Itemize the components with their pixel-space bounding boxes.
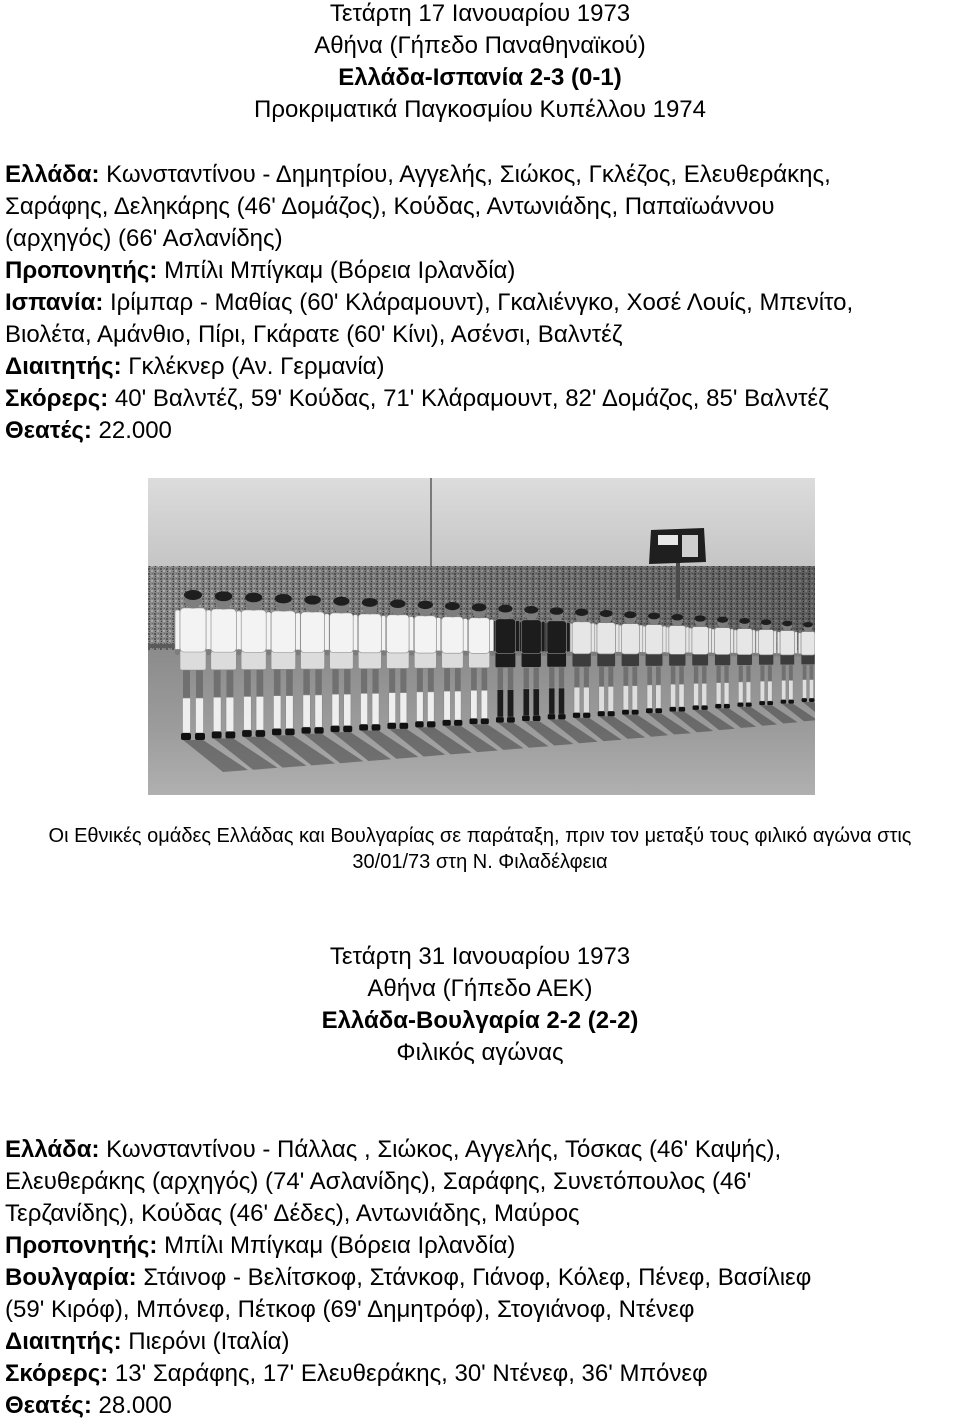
figure-shoe bbox=[242, 730, 252, 737]
figure-arm bbox=[206, 610, 211, 650]
attendance-line bbox=[5, 415, 957, 447]
figure-hand bbox=[515, 651, 520, 656]
figure-sock bbox=[416, 692, 423, 722]
figure-arm bbox=[516, 620, 520, 651]
figure-shorts bbox=[241, 650, 266, 669]
figure-shoe bbox=[759, 701, 765, 705]
figure-shoe bbox=[693, 706, 699, 710]
home-lineup-line: Τερζανίδης), Κούδας (46' Δέδες), Αντωνιάδης, Μαύρος bbox=[5, 1200, 580, 1227]
figure-shoe bbox=[767, 701, 773, 705]
home-lineup-text: Κωνσταντίνου - Δημητρίου, Αγγελής, Σιώκος, Γκλέζος, Ελευθεράκης, bbox=[106, 161, 831, 188]
figure-shoe bbox=[701, 706, 707, 710]
figure-arm bbox=[663, 626, 666, 653]
figure-arm bbox=[236, 611, 241, 650]
referee-line bbox=[5, 351, 957, 383]
figure-hair bbox=[524, 606, 538, 614]
figure-shoe bbox=[285, 729, 294, 736]
figure-shoe bbox=[181, 733, 191, 740]
scorers-text: 13' Σαράφης, 17' Ελευθεράκης, 30' Ντένεφ, 36' Μπόνεφ bbox=[114, 1360, 708, 1387]
figure-hand bbox=[175, 649, 181, 655]
referee-label: Διαιτητής: bbox=[5, 353, 122, 380]
figure-sock bbox=[809, 680, 813, 699]
figure-hand bbox=[324, 650, 330, 656]
figure-hair bbox=[624, 611, 636, 618]
figure-sock bbox=[549, 688, 555, 714]
figure-arm bbox=[381, 616, 385, 651]
figure-sock bbox=[559, 688, 565, 714]
figure-shirt bbox=[737, 629, 752, 655]
figure-sock bbox=[361, 693, 368, 724]
figure-shoe bbox=[809, 698, 814, 702]
figure-sock bbox=[213, 697, 221, 731]
team-lineup-photo bbox=[148, 478, 815, 795]
figure-shorts bbox=[572, 652, 591, 667]
figure-sock bbox=[583, 687, 589, 712]
coach-text: Μπίλι Μπίγκαμ (Βόρεια Ιρλανδία) bbox=[164, 257, 516, 284]
figure-shorts bbox=[801, 654, 815, 665]
floodlight-pole bbox=[676, 560, 680, 600]
figure-arm bbox=[777, 632, 780, 654]
figure-hand bbox=[541, 651, 546, 656]
figure-hair bbox=[418, 601, 433, 609]
figure-sock bbox=[670, 684, 675, 707]
figure-shirt bbox=[547, 621, 566, 654]
figure-arm bbox=[566, 622, 570, 652]
attendance-label: Θεατές: bbox=[5, 1392, 92, 1419]
match1-header bbox=[0, 0, 960, 126]
figure-shirt bbox=[645, 625, 662, 654]
figure-sock bbox=[656, 685, 661, 708]
figure-sock bbox=[768, 681, 773, 701]
figure-sock bbox=[533, 689, 539, 716]
figure-sock bbox=[226, 697, 234, 731]
figure-hand bbox=[381, 650, 386, 655]
figure-hair bbox=[362, 598, 378, 607]
figure-sock bbox=[523, 689, 529, 716]
home-lineup-line bbox=[5, 159, 957, 191]
figure-shoe bbox=[724, 704, 730, 708]
figure-hair bbox=[498, 605, 512, 613]
figure-arm bbox=[798, 633, 801, 654]
figure-sock bbox=[623, 686, 629, 710]
figure-hand bbox=[295, 650, 301, 656]
away-lineup-text: Στάινοφ - Βελίτσκοφ, Στάνκοφ, Γιάνοφ, Κόλεφ, Πένεφ, Βασίλιεφ bbox=[143, 1264, 812, 1291]
figure-sock bbox=[455, 691, 462, 720]
attendance-text: 22.000 bbox=[98, 417, 172, 444]
away-lineup-text: Ιρίμπαρ - Μαθίας (60' Κλάραμουντ), Γκαλιένγκο, Χοσέ Λουίς, Μπενίτο, bbox=[109, 289, 854, 316]
figure-hair bbox=[600, 610, 613, 617]
referee-label: Διαιτητής: bbox=[5, 1328, 122, 1355]
figure-shoe bbox=[372, 724, 381, 730]
figure-shorts bbox=[414, 651, 436, 668]
figure-shoe bbox=[632, 710, 639, 715]
figure-sock bbox=[497, 690, 503, 718]
home-lineup-label: Ελλάδα: bbox=[5, 161, 100, 188]
figure-shoe bbox=[622, 710, 629, 715]
figure-shoe bbox=[225, 732, 235, 739]
scorers-label: Σκόρερς: bbox=[5, 385, 109, 412]
figure-sock bbox=[608, 687, 614, 712]
figure-shorts bbox=[715, 653, 731, 665]
figure-hair bbox=[550, 607, 563, 614]
figure-shoe bbox=[781, 700, 787, 704]
caption-line: Οι Εθνικές ομάδες Ελλάδας και Βουλγαρίας σε παράταξη, πριν τον μεταξύ τους φιλικό αγώνα στις bbox=[48, 825, 912, 847]
attendance-label: Θεατές: bbox=[5, 417, 92, 444]
figure-shoe bbox=[598, 711, 605, 716]
home-lineup-text: Κωνσταντίνου - Πάλλας , Σιώκος, Αγγελής, Τόσκας (46' Καψής), bbox=[106, 1136, 782, 1163]
photo-sky bbox=[148, 478, 815, 578]
figure-arm bbox=[325, 614, 330, 651]
referee-text: Πιερόνι (Ιταλία) bbox=[128, 1328, 290, 1355]
caption-line: 30/01/73 στη Ν. Φιλαδέλφεια bbox=[352, 851, 608, 873]
home-lineup-line: (αρχηγός) (66' Ασλανίδης) bbox=[5, 225, 283, 252]
figure-sock bbox=[647, 685, 652, 708]
figure-sock bbox=[781, 680, 785, 699]
figure-arm bbox=[615, 624, 619, 652]
away-lineup-line: Βιολέτα, Αμάνθιο, Πίρι, Γκάρατε (60' Κίνι), Ασένσι, Βαλντέζ bbox=[5, 321, 623, 348]
figure-sock bbox=[196, 698, 204, 733]
home-lineup-label: Ελλάδα: bbox=[5, 1136, 100, 1163]
figure-arm bbox=[436, 618, 440, 652]
figure-hand bbox=[206, 649, 212, 655]
figure-arm bbox=[409, 617, 413, 652]
figure-hair bbox=[184, 590, 202, 600]
figure-shorts bbox=[547, 652, 566, 667]
figure-shirt bbox=[271, 611, 295, 652]
figure-shoe bbox=[679, 707, 686, 712]
figure-shirt bbox=[801, 632, 815, 655]
figure-shorts bbox=[271, 651, 295, 670]
figure-shoe bbox=[507, 717, 515, 723]
figure-hand bbox=[463, 651, 468, 656]
figure-sock bbox=[702, 683, 707, 705]
figure-shoe bbox=[802, 698, 807, 702]
figure-shirt bbox=[572, 622, 591, 654]
figure-shorts bbox=[495, 652, 515, 668]
match2-header bbox=[0, 941, 960, 1069]
figure-shorts bbox=[737, 654, 752, 666]
figure-arm bbox=[639, 625, 642, 653]
figure-arm bbox=[774, 631, 777, 654]
figure-sock bbox=[315, 695, 322, 727]
match-competition: Προκριματικά Παγκοσμίου Κυπέλλου 1974 bbox=[253, 96, 706, 123]
coach-label: Προπονητής: bbox=[5, 1232, 158, 1259]
figure-hair bbox=[245, 593, 262, 603]
figure-sock bbox=[760, 681, 765, 701]
figure-sock bbox=[694, 683, 699, 705]
referee-text: Γκλέκνερ (Αν. Γερμανία) bbox=[128, 353, 385, 380]
figure-shorts bbox=[180, 650, 206, 670]
figure-sock bbox=[679, 684, 684, 707]
figure-arm bbox=[266, 612, 271, 650]
figure-sock bbox=[716, 683, 721, 704]
figure-sock bbox=[400, 693, 407, 723]
figure-hand bbox=[489, 651, 494, 656]
figure-sock bbox=[444, 691, 451, 720]
match-date: Τετάρτη 17 Ιανουαρίου 1973 bbox=[329, 0, 631, 27]
figure-arm bbox=[752, 630, 755, 654]
figure-shirt bbox=[387, 615, 409, 653]
figure-shorts bbox=[759, 654, 774, 665]
figure-sock bbox=[789, 680, 793, 699]
figure-sock bbox=[256, 696, 264, 730]
figure-shoe bbox=[195, 733, 205, 740]
home-lineup-line: Ελευθεράκης (αρχηγός) (74' Ασλανίδης), Σαράφης, Συνετόπουλος (46' bbox=[5, 1168, 752, 1195]
figure-shoe bbox=[573, 713, 580, 718]
figure-shoe bbox=[331, 726, 340, 732]
figure-shorts bbox=[645, 653, 662, 666]
figure-shoe bbox=[256, 730, 266, 737]
figure-shorts bbox=[358, 651, 381, 669]
attendance-text: 28.000 bbox=[98, 1392, 172, 1419]
figure-shoe bbox=[302, 727, 311, 733]
scorers-line bbox=[5, 1358, 957, 1390]
figure-shirt bbox=[358, 614, 381, 653]
scorers-line bbox=[5, 383, 957, 415]
figure-arm bbox=[296, 613, 301, 651]
referee-line bbox=[5, 1326, 957, 1358]
figure-shoe bbox=[496, 717, 504, 723]
figure-arm bbox=[734, 630, 737, 654]
figure-hair bbox=[717, 617, 728, 623]
figure-shoe bbox=[655, 708, 662, 713]
figure-sock bbox=[273, 696, 281, 729]
figure-sock bbox=[372, 693, 379, 724]
figure-shoe bbox=[788, 700, 794, 704]
figure-sock bbox=[303, 695, 310, 727]
figure-hair bbox=[215, 591, 233, 601]
scorers-label: Σκόρερς: bbox=[5, 1360, 109, 1387]
home-lineup-line bbox=[5, 1134, 957, 1166]
figure-hair bbox=[390, 599, 406, 608]
figure-shirt bbox=[621, 624, 639, 654]
photo-scene bbox=[148, 478, 815, 795]
figure-sock bbox=[471, 690, 477, 718]
figure-shorts bbox=[301, 651, 325, 669]
figure-hand bbox=[266, 649, 272, 655]
figure-shorts bbox=[469, 652, 490, 668]
figure-hair bbox=[304, 595, 321, 604]
figure-shirt bbox=[495, 619, 515, 654]
figure-sock bbox=[427, 692, 434, 722]
figure-hair bbox=[739, 618, 750, 624]
figure-arm bbox=[463, 619, 467, 652]
flag-pole bbox=[430, 478, 432, 573]
figure-shorts bbox=[211, 650, 236, 670]
figure-shoe bbox=[670, 707, 677, 712]
figure-shoe bbox=[522, 716, 530, 721]
figure-arm bbox=[756, 631, 759, 654]
figure-hair bbox=[648, 613, 660, 620]
figure-shoe bbox=[359, 724, 368, 730]
figure-shirt bbox=[715, 628, 731, 655]
figure-shoe bbox=[737, 703, 743, 707]
figure-shoe bbox=[533, 716, 541, 721]
figure-shoe bbox=[454, 720, 462, 726]
figure-arm bbox=[686, 627, 689, 653]
figure-hand bbox=[353, 650, 358, 655]
away-lineup-label: Βουλγαρία: bbox=[5, 1264, 137, 1291]
attendance-line bbox=[5, 1390, 957, 1422]
figure-shorts bbox=[597, 653, 615, 667]
figure-arm bbox=[541, 621, 545, 652]
figure-shirt bbox=[669, 626, 686, 655]
figure-sock bbox=[332, 694, 339, 726]
figure-hair bbox=[575, 609, 588, 616]
scorers-text: 40' Βαλντέζ, 59' Κούδας, 71' Κλάραμουντ, 82' Δομάζος, 85' Βαλντέζ bbox=[114, 385, 829, 412]
figure-shoe bbox=[715, 704, 721, 708]
figure-shorts bbox=[330, 651, 353, 669]
figure-sock bbox=[724, 683, 729, 704]
figure-hand bbox=[236, 649, 242, 655]
match2-details bbox=[5, 1134, 957, 1422]
away-lineup-line bbox=[5, 1262, 957, 1294]
figure-shirt bbox=[692, 627, 708, 655]
figure-shoe bbox=[746, 703, 752, 707]
match-venue: Αθήνα (Γήπεδο ΑΕΚ) bbox=[367, 975, 593, 1002]
away-lineup-line bbox=[5, 287, 957, 319]
floodlight-lamps bbox=[682, 535, 698, 557]
figure-hair bbox=[671, 614, 683, 621]
figure-shoe bbox=[415, 721, 423, 727]
figure-shoe bbox=[558, 714, 565, 719]
figure-hair bbox=[782, 621, 792, 627]
match1-details bbox=[5, 159, 957, 447]
figure-arm bbox=[794, 632, 797, 654]
figure-shoe bbox=[343, 726, 352, 732]
match-date: Τετάρτη 31 Ιανουαρίου 1973 bbox=[329, 943, 631, 970]
figure-sock bbox=[389, 693, 396, 723]
figure-sock bbox=[632, 686, 638, 710]
figure-arm bbox=[591, 623, 595, 652]
figure-arm bbox=[731, 629, 734, 653]
match-result: Ελλάδα-Ισπανία 2-3 (0-1) bbox=[338, 64, 622, 91]
match-result: Ελλάδα-Βουλγαρία 2-2 (2-2) bbox=[321, 1007, 639, 1034]
figure-shoe bbox=[469, 719, 477, 725]
figure-sock bbox=[574, 687, 580, 712]
figure-arm bbox=[353, 615, 358, 651]
figure-hair bbox=[333, 597, 349, 606]
figure-shorts bbox=[780, 654, 794, 665]
figure-shoe bbox=[608, 711, 615, 716]
figure-shoe bbox=[387, 723, 396, 729]
figure-shirt bbox=[780, 631, 794, 655]
figure-shoe bbox=[272, 729, 281, 736]
figure-shirt bbox=[414, 616, 436, 653]
figure-shirt bbox=[469, 618, 490, 653]
figure-shorts bbox=[442, 652, 463, 669]
figure-sock bbox=[244, 696, 252, 730]
match-competition: Φιλικός αγώνας bbox=[396, 1039, 564, 1066]
home-lineup-line: Σαράφης, Δεληκάρης (46' Δομάζος), Κούδας, Αντωνιάδης, Παπαϊωάννου bbox=[5, 193, 775, 220]
figure-sock bbox=[344, 694, 351, 726]
figure-hand bbox=[436, 650, 441, 655]
figure-shorts bbox=[621, 653, 639, 667]
figure-sock bbox=[802, 680, 806, 699]
away-lineup-line: (59' Κιρόφ), Μπόνεφ, Πέτκοφ (69' Δημητρόφ), Στογιάνοφ, Ντένεφ bbox=[5, 1296, 695, 1323]
figure-hair bbox=[803, 622, 813, 627]
figure-shorts bbox=[692, 653, 708, 666]
figure-shoe bbox=[548, 714, 555, 719]
floodlight-lamps bbox=[658, 535, 678, 545]
figure-shirt bbox=[241, 610, 266, 652]
figure-shirt bbox=[330, 613, 353, 653]
figure-arm bbox=[490, 619, 494, 651]
figure-shorts bbox=[387, 651, 409, 668]
figure-shirt bbox=[759, 630, 774, 655]
figure-shoe bbox=[212, 732, 222, 739]
figure-shoe bbox=[443, 720, 451, 726]
figure-hair bbox=[761, 619, 771, 625]
figure-hair bbox=[472, 603, 487, 611]
figure-sock bbox=[746, 682, 751, 703]
figure-shoe bbox=[314, 727, 323, 733]
figure-sock bbox=[286, 696, 294, 729]
figure-shoe bbox=[400, 723, 409, 729]
figure-shoe bbox=[646, 708, 653, 713]
figure-shorts bbox=[669, 653, 686, 666]
figure-hair bbox=[275, 594, 292, 603]
figure-shirt bbox=[442, 617, 463, 653]
figure-hair bbox=[445, 602, 460, 610]
coach-text: Μπίλι Μπίγκαμ (Βόρεια Ιρλανδία) bbox=[164, 1232, 516, 1259]
figure-hand bbox=[409, 650, 414, 655]
figure-sock bbox=[738, 682, 743, 703]
figure-arm bbox=[712, 629, 715, 653]
figure-hair bbox=[694, 615, 705, 621]
coach-line bbox=[5, 1230, 957, 1262]
away-lineup-label: Ισπανία: bbox=[5, 289, 104, 316]
figure-arm bbox=[708, 628, 711, 653]
match-venue: Αθήνα (Γήπεδο Παναθηναϊκού) bbox=[314, 32, 646, 59]
figure-shirt bbox=[211, 609, 236, 652]
figure-shirt bbox=[180, 608, 206, 652]
figure-shoe bbox=[583, 713, 590, 718]
figure-shoe bbox=[481, 719, 489, 725]
figure-sock bbox=[507, 690, 513, 718]
photo-caption bbox=[0, 823, 960, 875]
figure-sock bbox=[599, 687, 605, 712]
figure-sock bbox=[481, 690, 487, 718]
figure-shoe bbox=[427, 721, 435, 727]
figure-shorts bbox=[521, 652, 541, 667]
figure-shirt bbox=[301, 612, 325, 653]
figure-shirt bbox=[597, 623, 615, 654]
figure-sock bbox=[183, 698, 191, 733]
figure-shirt bbox=[521, 620, 541, 654]
coach-label: Προπονητής: bbox=[5, 257, 158, 284]
figure-arm bbox=[175, 610, 180, 650]
coach-line bbox=[5, 255, 957, 287]
